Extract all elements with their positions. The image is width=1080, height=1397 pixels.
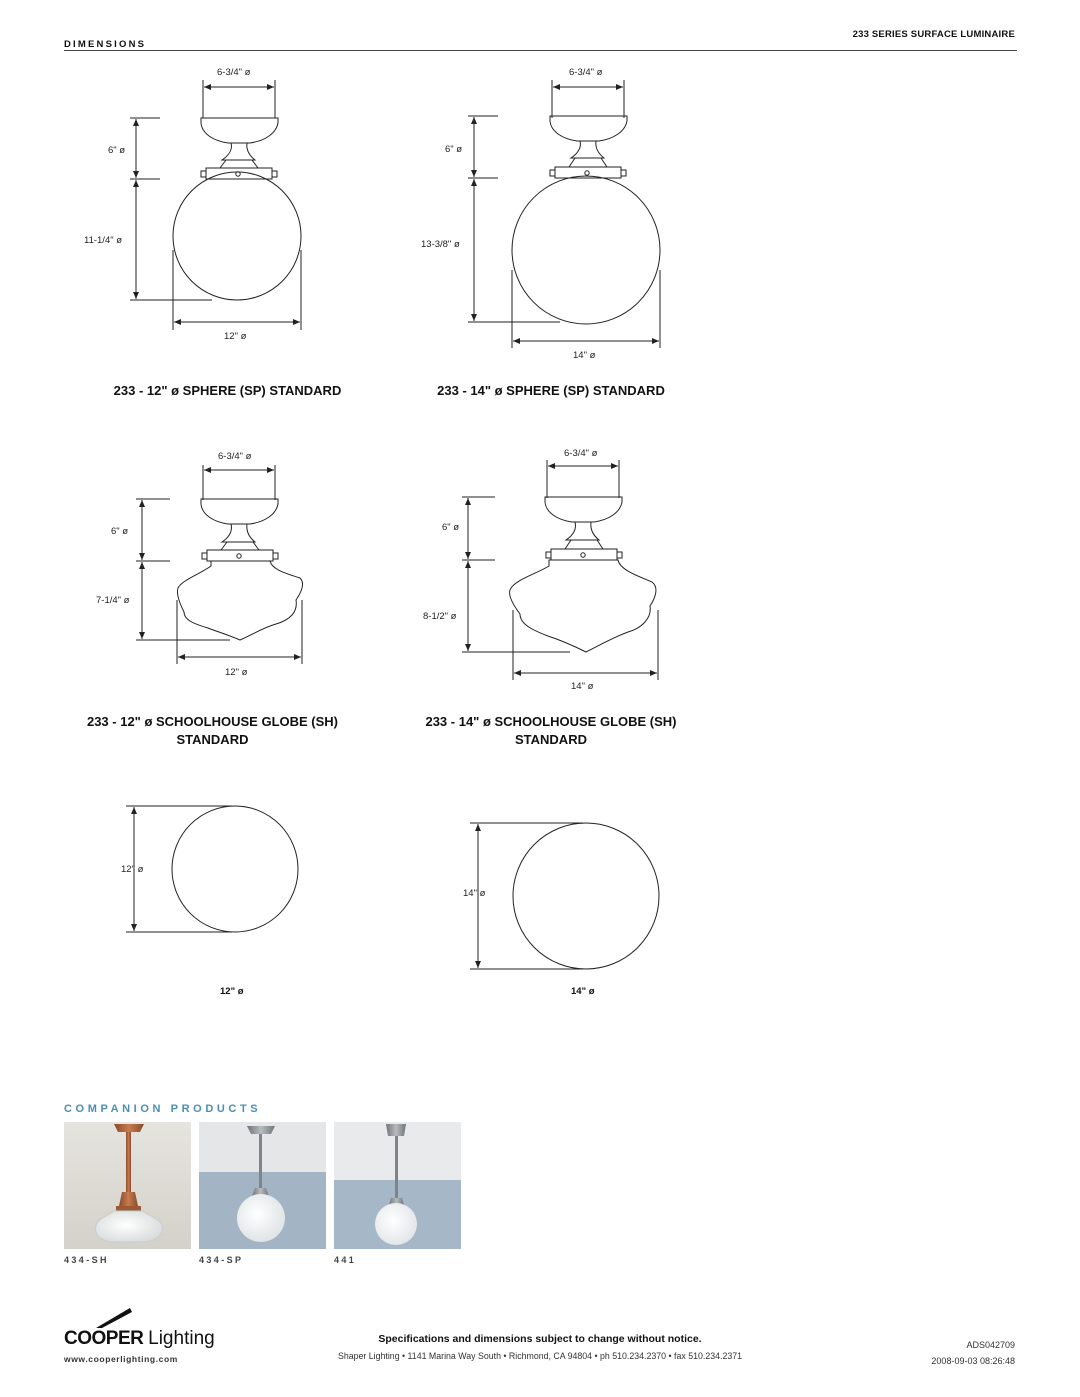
product-code-434-sh: 434-SH	[64, 1255, 109, 1265]
document-date: 2008-09-03 08:26:48	[931, 1356, 1015, 1366]
globe-12-drawing	[126, 806, 298, 932]
sh14-globe-width-dim: 14" ø	[571, 681, 594, 692]
sh12-caption	[60, 713, 365, 749]
sp12-globe-width-dim: 12" ø	[224, 331, 247, 342]
logo-word: COOPER	[64, 1328, 144, 1349]
sp12-caption: 233 - 12" ø SPHERE (SP) STANDARD	[113, 383, 342, 398]
fixture-sp12-drawing	[130, 80, 301, 330]
spec-disclaimer: Specifications and dimensions subject to change without notice.	[378, 1333, 702, 1345]
product-photo-434-sp	[199, 1122, 326, 1249]
fixture-sh14-drawing	[462, 460, 658, 680]
product-code-441: 441	[334, 1255, 357, 1265]
sp14-canopy-dim: 6-3/4" ø	[569, 67, 603, 78]
product-photo-441	[334, 1122, 461, 1249]
sphere-pendant-image	[199, 1122, 326, 1249]
globe14-height-dim: 14" ø	[463, 888, 486, 899]
copper-schoolhouse-pendant-image	[64, 1122, 191, 1249]
fixture-sp14-drawing	[468, 80, 660, 348]
product-code-434-sp: 434-SP	[199, 1255, 244, 1265]
logo-suffix: Lighting	[148, 1328, 215, 1349]
sp12-fitter-dim: 6" ø	[108, 145, 126, 156]
sh14-fitter-dim: 6" ø	[442, 522, 460, 533]
section-label-dimensions: DIMENSIONS	[64, 39, 147, 50]
document-code: ADS042709	[966, 1340, 1015, 1350]
sh12-fitter-dim: 6" ø	[111, 526, 129, 537]
sh12-caption-line1: 233 - 12" ø SCHOOLHOUSE GLOBE (SH)	[86, 714, 339, 729]
globe12-caption: 12" ø	[220, 986, 244, 997]
globe14-caption: 14" ø	[571, 986, 595, 997]
sp14-globe-height-dim: 13-3/8" ø	[421, 239, 460, 250]
sh12-canopy-dim: 6-3/4" ø	[218, 451, 252, 462]
sh14-caption-line1: 233 - 14" ø SCHOOLHOUSE GLOBE (SH)	[425, 714, 677, 729]
cooper-logo-mark	[94, 1306, 134, 1330]
sp14-fitter-dim: 6" ø	[445, 144, 463, 155]
globe12-height-dim: 12" ø	[121, 864, 144, 875]
company-address: Shaper Lighting • 1141 Marina Way South • Richmond, CA 94804 • ph 510.234.2370 • fax 510.234.2371	[337, 1351, 743, 1361]
sh14-caption-line2: STANDARD	[515, 732, 587, 747]
sp12-canopy-dim: 6-3/4" ø	[217, 67, 251, 78]
sh12-globe-width-dim: 12" ø	[225, 667, 248, 678]
cooper-lighting-logo	[64, 1328, 215, 1350]
sh12-caption-line2: STANDARD	[176, 732, 249, 747]
sp12-globe-height-dim: 11-1/4" ø	[84, 235, 123, 246]
sh12-globe-height-dim: 7-1/4" ø	[96, 595, 130, 606]
companion-products-heading: COMPANION PRODUCTS	[64, 1103, 262, 1115]
website-link[interactable]: www.cooperlighting.com	[64, 1354, 178, 1364]
sh14-caption	[398, 713, 704, 749]
globe-14-drawing	[470, 823, 659, 969]
fixture-sh12-drawing	[136, 465, 303, 664]
sh14-globe-height-dim: 8-1/2" ø	[423, 611, 457, 622]
sp14-caption: 233 - 14" ø SPHERE (SP) STANDARD	[437, 383, 665, 398]
series-title: 233 SERIES SURFACE LUMINAIRE	[852, 29, 1015, 40]
product-photo-434-sh	[64, 1122, 191, 1249]
globe-pendant-image	[334, 1122, 461, 1249]
sh14-canopy-dim: 6-3/4" ø	[564, 448, 598, 459]
sp14-globe-width-dim: 14" ø	[573, 350, 596, 361]
